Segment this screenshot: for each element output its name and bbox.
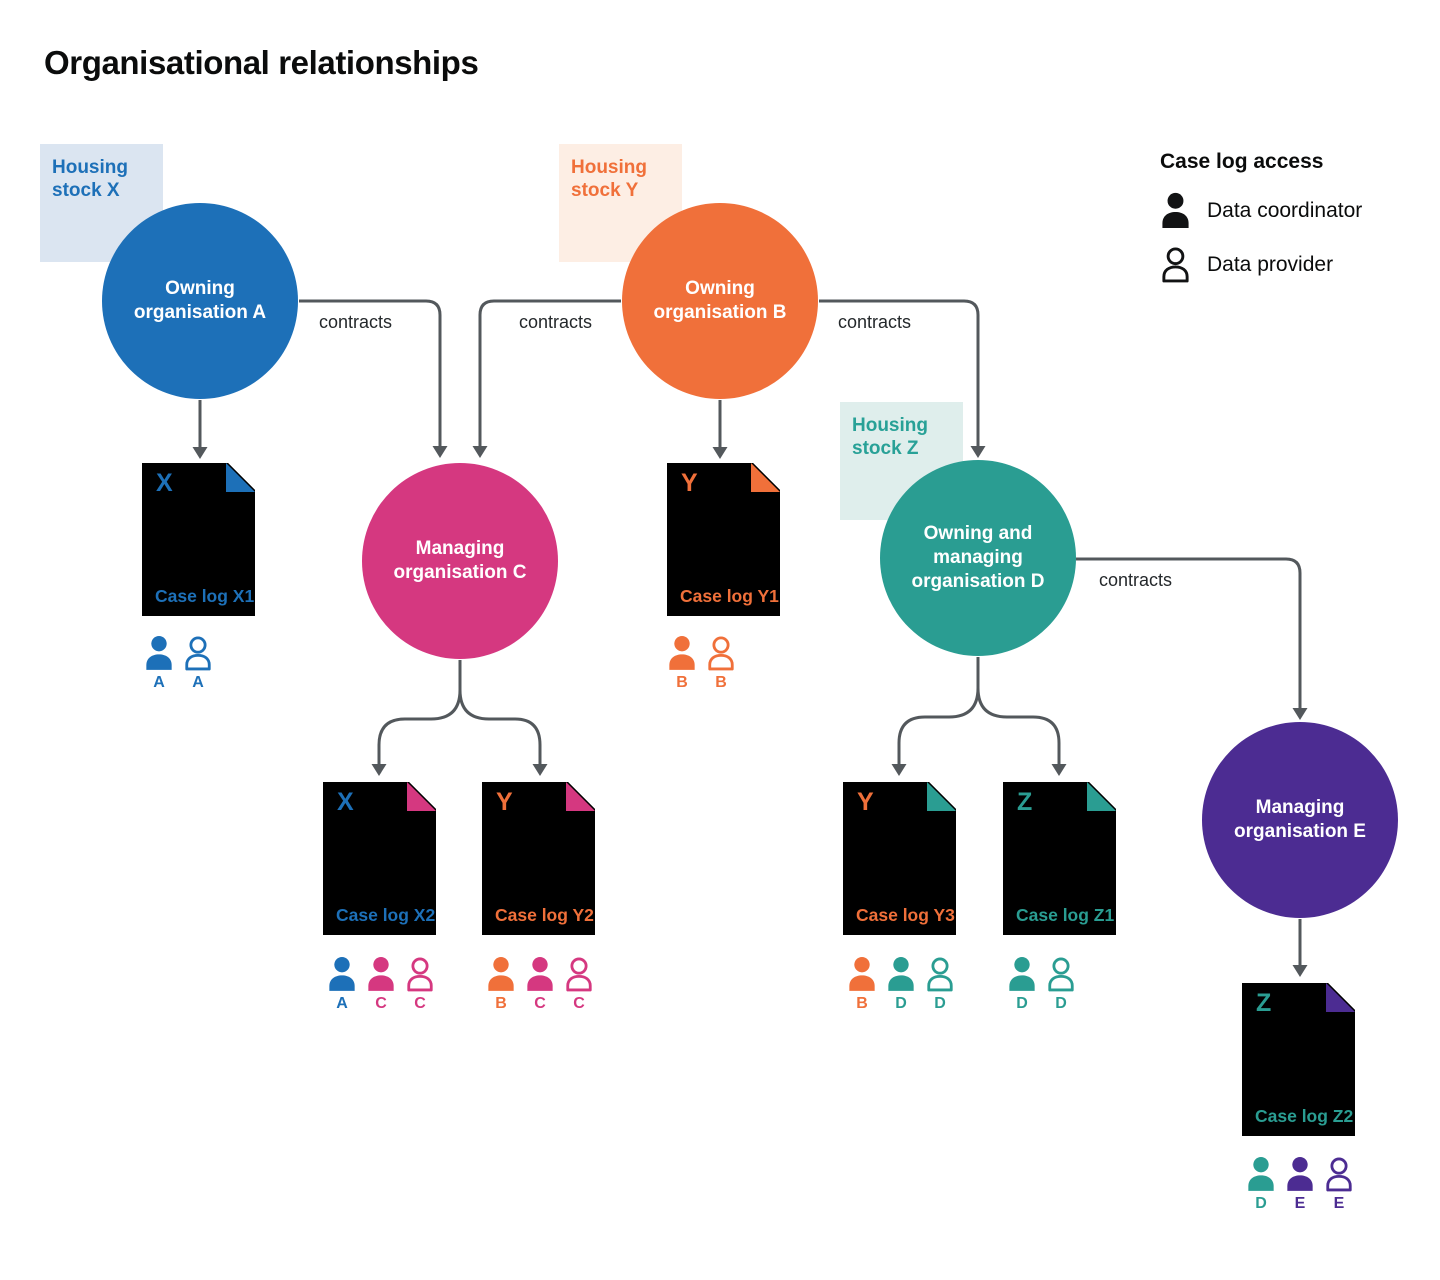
person-coordinator	[1284, 1156, 1316, 1213]
case-log-y2	[480, 780, 597, 937]
doc-letter: Y	[857, 788, 874, 816]
doc-letter: X	[156, 469, 173, 497]
access-letter: D	[895, 995, 907, 1012]
person-filled-icon	[1246, 1156, 1276, 1192]
access-letter: B	[715, 674, 727, 691]
access-letter: B	[856, 995, 868, 1012]
person-filled-icon	[847, 956, 877, 992]
doc-caption: Case log X2	[336, 905, 436, 925]
person-provider	[1045, 956, 1077, 1013]
org-a-name: Owning organisation A	[133, 278, 267, 323]
person-outline-icon	[706, 635, 736, 671]
legend-case-log-access	[1160, 150, 1362, 300]
access-letter: E	[1294, 1195, 1306, 1212]
doc-caption: Case log Y1	[680, 586, 779, 606]
legend-item-data-coordinator	[1160, 192, 1362, 229]
doc-caption: Case log Y2	[495, 905, 594, 925]
doc-caption: Case log X1	[155, 586, 255, 606]
legend-label: Data provider	[1207, 252, 1334, 276]
case-log-y3	[841, 780, 958, 937]
org-e-name: Managing organisation E	[1234, 797, 1366, 842]
case-log-x1	[140, 461, 257, 618]
org-circle-managing-e	[1202, 722, 1398, 918]
legend-label: Data coordinator	[1207, 198, 1363, 222]
org-d-name: Owning and managing organisation D	[911, 523, 1045, 592]
doc-letter: Y	[496, 788, 513, 816]
arrow-c-to-y2	[460, 660, 540, 766]
person-outline-icon	[925, 956, 955, 992]
housing-stock-y-label: Housing stock Y	[559, 144, 682, 262]
org-b-name: Owning organisation B	[653, 278, 787, 323]
person-filled-icon	[525, 956, 555, 992]
person-outline-icon	[564, 956, 594, 992]
access-letter: D	[1055, 995, 1067, 1012]
person-coordinator	[143, 635, 175, 692]
case-log-y1	[665, 461, 782, 618]
person-filled-icon	[886, 956, 916, 992]
doc-caption: Case log Y3	[856, 905, 955, 925]
org-c-name: Managing organisation C	[393, 538, 527, 583]
person-coordinator	[485, 956, 517, 1013]
person-provider	[1323, 1156, 1355, 1213]
person-coordinator	[365, 956, 397, 1013]
access-row-y3	[846, 956, 956, 1013]
contracts-label-d-e: contracts	[1099, 570, 1173, 590]
org-circle-managing-c	[362, 463, 558, 659]
page-title: Organisational relationships	[44, 44, 479, 81]
access-letter: A	[153, 674, 165, 691]
case-log-z2	[1240, 981, 1357, 1138]
access-letter: B	[495, 995, 507, 1012]
access-row-x2	[326, 956, 436, 1013]
contracts-label-b-d: contracts	[838, 312, 912, 332]
access-row-y2	[485, 956, 595, 1013]
contracts-label-a-c: contracts	[319, 312, 393, 332]
access-letter: C	[375, 995, 387, 1012]
access-letter: C	[534, 995, 546, 1012]
legend-title: Case log access	[1160, 150, 1324, 173]
access-letter: D	[934, 995, 946, 1012]
org-circle-owning-managing-d	[880, 460, 1076, 656]
person-outline-icon	[1046, 956, 1076, 992]
access-row-y1	[666, 635, 737, 692]
access-letter: C	[414, 995, 426, 1012]
person-outline-icon	[1160, 246, 1191, 283]
person-coordinator	[524, 956, 556, 1013]
legend-item-data-provider	[1160, 246, 1362, 283]
person-coordinator	[885, 956, 917, 1013]
housing-stock-x-label: Housing stock X	[40, 144, 163, 262]
arrow-c-to-x2	[379, 660, 460, 766]
person-provider	[924, 956, 956, 1013]
doc-caption: Case log Z1	[1016, 905, 1115, 925]
arrow-d-to-z1	[978, 657, 1059, 766]
contracts-label-b-c: contracts	[519, 312, 593, 332]
person-filled-icon	[1007, 956, 1037, 992]
housing-stock-z-label: Housing stock Z	[840, 402, 963, 520]
person-filled-icon	[1285, 1156, 1315, 1192]
person-outline-icon	[405, 956, 435, 992]
doc-letter: Y	[681, 469, 698, 497]
access-letter: A	[336, 995, 348, 1012]
person-coordinator	[846, 956, 878, 1013]
doc-letter: Z	[1017, 788, 1033, 816]
person-filled-icon	[144, 635, 174, 671]
person-coordinator	[1245, 1156, 1277, 1213]
person-outline-icon	[183, 635, 213, 671]
access-letter: B	[676, 674, 688, 691]
person-coordinator	[666, 635, 698, 692]
doc-caption: Case log Z2	[1255, 1106, 1354, 1126]
person-outline-icon	[1324, 1156, 1354, 1192]
doc-letter: Z	[1256, 989, 1272, 1017]
person-provider	[404, 956, 436, 1013]
access-letter: E	[1333, 1195, 1345, 1212]
access-letter: D	[1016, 995, 1028, 1012]
access-letter: C	[573, 995, 585, 1012]
org-circle-owning-a	[102, 203, 298, 399]
person-filled-icon	[667, 635, 697, 671]
arrow-d-to-y3	[899, 657, 978, 766]
access-letter: D	[1255, 1195, 1267, 1212]
access-row-x1	[143, 635, 214, 692]
org-circle-owning-b	[622, 203, 818, 399]
person-filled-icon	[486, 956, 516, 992]
person-provider	[705, 635, 737, 692]
person-coordinator	[326, 956, 358, 1013]
person-provider	[182, 635, 214, 692]
person-filled-icon	[327, 956, 357, 992]
person-coordinator	[1006, 956, 1038, 1013]
access-letter: A	[192, 674, 204, 691]
access-row-z1	[1006, 956, 1077, 1013]
access-row-z2	[1245, 1156, 1355, 1213]
person-provider	[563, 956, 595, 1013]
person-filled-icon	[366, 956, 396, 992]
case-log-x2	[321, 780, 438, 937]
person-filled-icon	[1160, 192, 1191, 229]
doc-letter: X	[337, 788, 354, 816]
case-log-z1	[1001, 780, 1118, 937]
